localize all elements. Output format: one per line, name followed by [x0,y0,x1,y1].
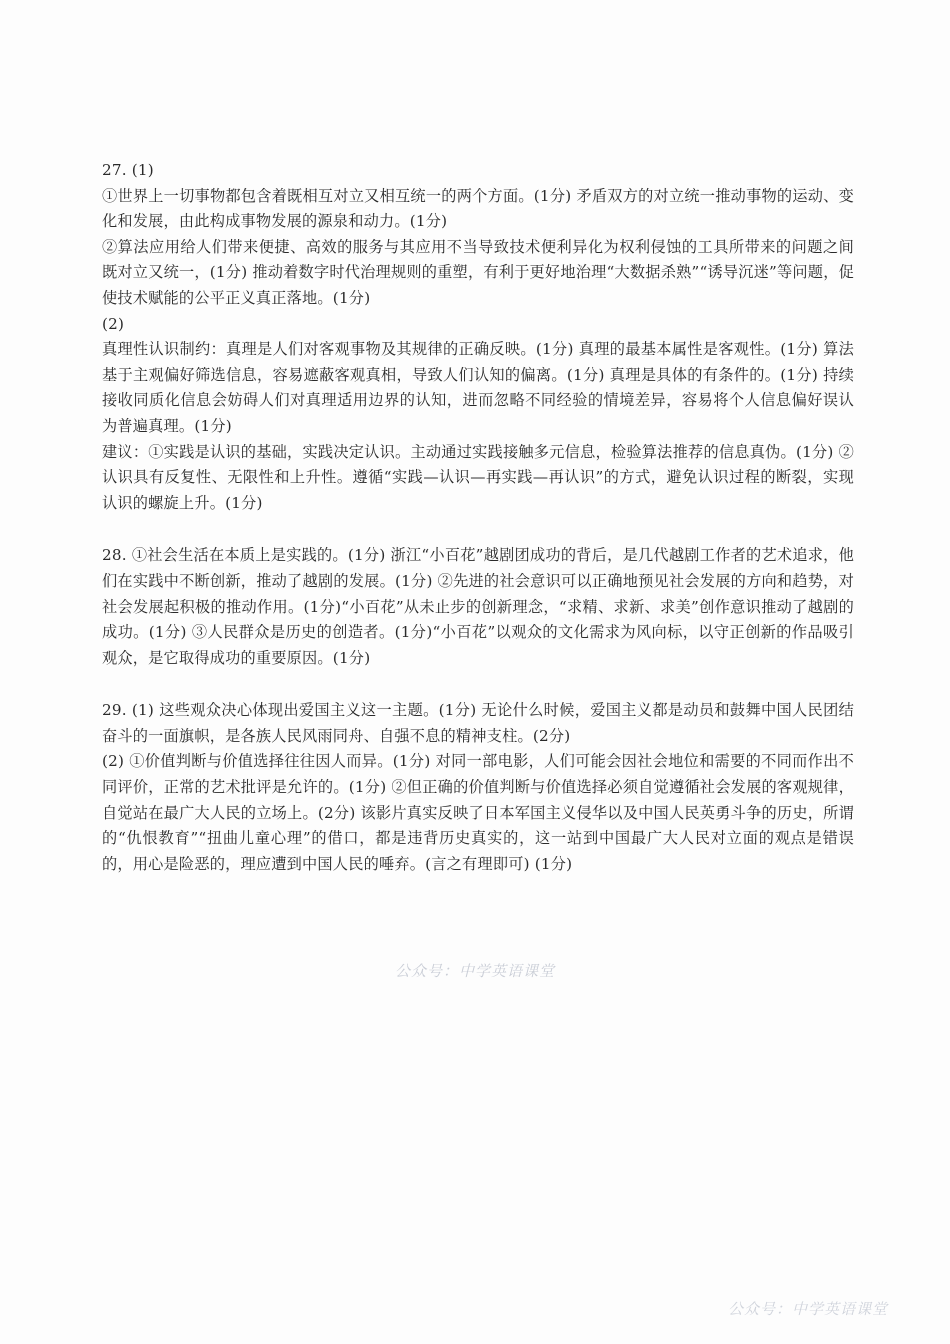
q29-part-2: (2) ①价值判断与价值选择往往因人而异。(1分) 对同一部电影，人们可能会因社会地位和需要的不同而作出不同评价，正常的艺术批评是允许的。(1分) ②但正确的价值判断与价值选择必须自觉遵循社会发展的客观规律，自觉站在最广大人民的立场上。(2分) 该影片真实反映了日本军国主义侵华以及中国人民英勇斗争的历史，所谓的“仇恨教育”“扭曲儿童心理”的借口，都是违背历史真实的，这一站到中国最广大人民对立面的观点是错误的，用心是险恶的，理应遭到中国人民的唾弃。(言之有理即可) (1分) [102,752,854,873]
q28-answer: 28. ①社会生活在本质上是实践的。(1分) 浙江“小百花”越剧团成功的背后，是几代越剧工作者的艺术追求，他们在实践中不断创新，推动了越剧的发展。(1分) ②先进的社会意识可以正确地预见社会发展的方向和趋势，对社会发展起积极的推动作用。(1分)“小百花”从未止步的创新理念，“求精、求新、求美”创作意识推动了越剧的成功。(1分) ③人民群众是历史的创造者。(1分)“小百花”以观众的文化需求为风向标，以守正创新的作品吸引观众，是它取得成功的重要原因。(1分) [102,546,854,667]
q27-suggestion: 建议：①实践是认识的基础，实践决定认识。主动通过实践接触多元信息，检验算法推荐的信息真伪。(1分) ②认识具有反复性、无限性和上升性。遵循“实践—认识—再实践—再认识”的方式，避免认识过程的断裂，实现认识的螺旋上升。(1分) [102,442,854,512]
q27-subheading-2: (2) [102,314,125,333]
section-spacer [102,516,854,543]
answer-content [102,158,854,877]
watermark-middle: 公众号：中学英语课堂 [394,962,555,980]
q27-heading: 27. (1) [102,161,154,179]
q27-point-1: ①世界上一切事物都包含着既相互对立又相互统一的两个方面。(1分) 矛盾双方的对立统一推动事物的运动、变化和发展，由此构成事物发展的源泉和动力。(1分) [102,186,854,231]
watermark-bottom: 公众号：中学英语课堂 [727,1300,888,1318]
q29-part-1: 29. (1) 这些观众决心体现出爱国主义这一主题。(1分) 无论什么时候，爱国主义都是动员和鼓舞中国人民团结奋斗的一面旗帜，是各族人民风雨同舟、自强不息的精神支柱。(2分) [102,701,854,745]
q27-point-2: ②算法应用给人们带来便捷、高效的服务与其应用不当导致技术便利异化为权利侵蚀的工具所带来的问题之间既对立又统一，(1分) 推动着数字时代治理规则的重塑，有利于更好地治理“大数据杀熟”“诱导沉迷”等问题，促使技术赋能的公平正义真正落地。(1分) [102,237,854,307]
q27-truth-constraint: 真理性认识制约：真理是人们对客观事物及其规律的正确反映。(1分) 真理的最基本属性是客观性。(1分) 算法基于主观偏好筛选信息，容易遮蔽客观真相，导致人们认知的偏离。(1分) 真理是具体的有条件的。(1分) 持续接收同质化信息会妨碍人们对真理适用边界的认知，进而忽略不同经验的情境差异，容易将个人信息偏好误认为普遍真理。(1分) [102,340,854,435]
section-spacer [102,671,854,698]
